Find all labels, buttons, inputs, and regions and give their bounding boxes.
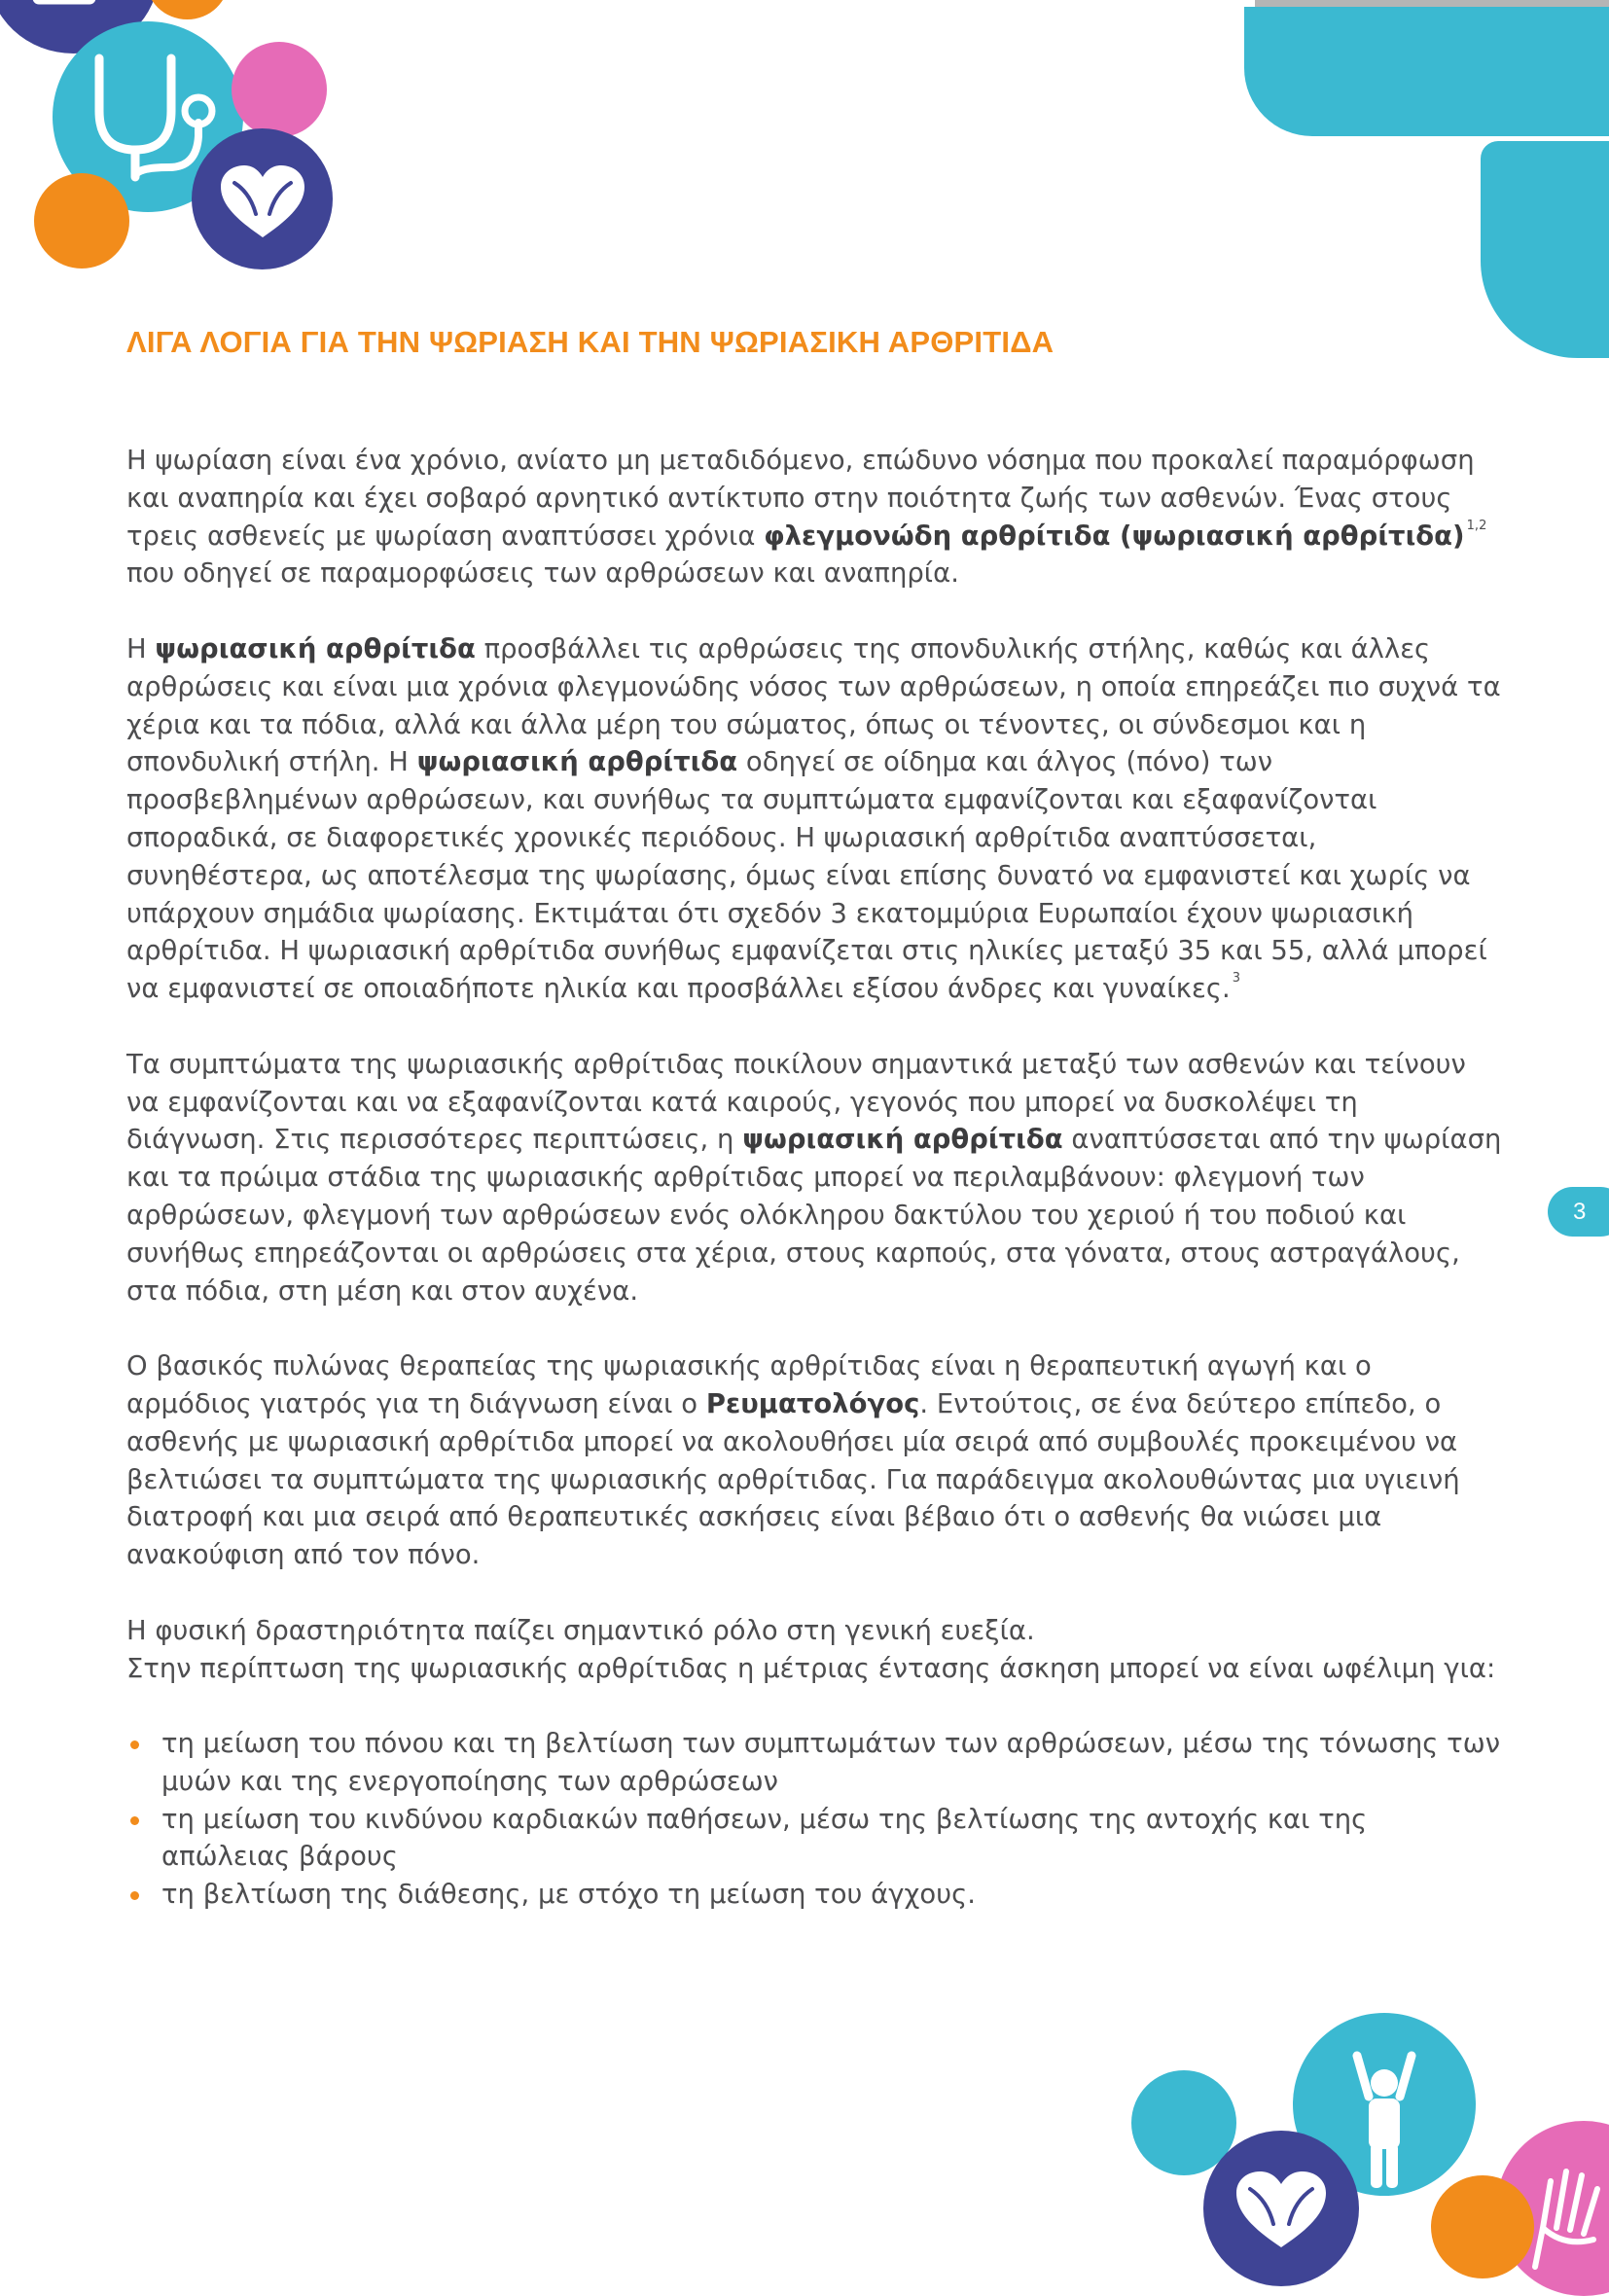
deco-circle-orange-bottom: [1431, 2175, 1534, 2278]
list-item: τη μείωση του κινδύνου καρδιακών παθήσεων, μέσω της βελτίωσης της αντοχής και της απώλειας βάρους: [126, 1802, 1503, 1878]
paragraph-3-text-c: αναπτύσσεται από την ψωρίαση και τα πρώιμα στάδια της ψωριασικής αρθρίτιδας μπορεί να περιλαμβάνουν: φλεγμονή των αρθρώσεων, φλεγμονή των αρθρώσεων ενός ολόκληρου δακτύλου του χεριού ή του ποδιού και συνήθως επηρεάζονται οι αρθρώσεις στα χέρια, στους καρπούς, στα γόνατα, στους αστραγάλους, στα πόδια, στη μέση και στον αυχένα.: [126, 1125, 1502, 1307]
paragraph-4-text-c: . Εντούτοις, σε ένα δεύτερο επίπεδο, ο ασθενής με ψωριασική αρθρίτιδα μπορεί να ακολουθήσει μία σειρά από συμβουλές προκειμένου να βελτιώσει τα συμπτώματα της ψωριασικής αρθρίτιδας. Για παράδειγμα ακολουθώντας μια υγιεινή διατροφή και μια σειρά από θεραπευτικές ασκήσεις είναι βέβαιο ότι ο ασθενής θα νιώσει μια ανακούφιση από τον πόνο.: [126, 1388, 1460, 1571]
page-number-tab: [1548, 1187, 1609, 1237]
paragraph-2-bold-1: ψωριασική αρθρίτιδα: [155, 633, 476, 664]
paragraph-3: [126, 1047, 1503, 1311]
paragraph-4: [126, 1348, 1503, 1575]
paragraph-2-reference: 3: [1232, 971, 1241, 987]
paragraph-3-bold: ψωριασική αρθρίτιδα: [742, 1125, 1063, 1156]
paragraph-3-text-a: Τα συμπτώματα της ψωριασικής αρθρίτιδας ποικίλουν σημαντικά μεταξύ των ασθενών και τείνουν να εμφανίζονται και να εξαφανίζονται κατά καιρούς, γεγονός που μπορεί να δυσκολέψει τη διάγνωση. Στις περισσότερες περιπτώσεις, η: [126, 1049, 1466, 1156]
deco-circle-orange-left: [34, 173, 129, 269]
deco-teal-band: [1244, 7, 1609, 136]
deco-circle-navy-bottom: [1203, 2131, 1359, 2286]
paragraph-2-bold-2: ψωριασική αρθρίτιδα: [416, 747, 738, 778]
deco-grey-line: [1255, 0, 1609, 7]
benefits-list: [126, 1726, 1503, 1915]
paragraph-4-bold: Ρευματολόγος: [705, 1388, 920, 1419]
paragraph-1-text-a: Η ψωρίαση είναι ένα χρόνιο, ανίατο μη μεταδιδόμενο, επώδυνο νόσημα που προκαλεί παραμόρφωση και αναπηρία και έχει σοβαρό αρνητικό αντίκτυπο στην ποιότητα ζωής των ασθενών. Ένας στους τρεις ασθενείς με ψωρίαση αναπτύσσει χρόνια: [126, 446, 1475, 552]
paragraph-1-text-c: που οδηγεί σε παραμορφώσεις των αρθρώσεων και αναπηρία.: [126, 558, 959, 590]
paragraph-2: [126, 631, 1503, 1009]
paragraph-5: [126, 1613, 1503, 1689]
deco-circle-orange-top: [146, 0, 229, 19]
list-item: τη μείωση του πόνου και τη βελτίωση των συμπτωμάτων των αρθρώσεων, μέσω της τόνωσης των μυών και της ενεργοποίησης των αρθρώσεων: [126, 1726, 1503, 1802]
paragraph-4-text-a: Ο βασικός πυλώνας θεραπείας της ψωριασικής αρθρίτιδας είναι η θεραπευτική αγωγή και ο αρμόδιος γιατρός για τη διάγνωση είναι ο: [126, 1351, 1372, 1419]
heart-hands-icon: [1203, 2131, 1359, 2286]
page-title: ΛΙΓΑ ΛΟΓΙΑ ΓΙΑ ΤΗΝ ΨΩΡΙΑΣΗ ΚΑΙ ΤΗΝ ΨΩΡΙΑΣΙΚΗ ΑΡΘΡΙΤΙΔΑ: [126, 325, 1055, 359]
deco-teal-block: [1481, 141, 1609, 358]
paragraph-1: [126, 443, 1503, 593]
paragraph-2-text-c: προσβάλλει τις αρθρώσεις της σπονδυλικής στήλης, καθώς και άλλες αρθρώσεις και είναι μια χρόνια φλεγμονώδης νόσος των αρθρώσεων, η οποία επηρεάζει πιο συχνά τα χέρια και τα πόδια, αλλά και άλλα μέρη του σώματος, όπως οι τένοντες, οι σύνδεσμοι και η σπονδυλική στήλη. Η: [126, 633, 1501, 778]
deco-circle-pink-top: [232, 42, 327, 137]
paragraph-5-line-1: Η φυσική δραστηριότητα παίζει σημαντικό ρόλο στη γενική ευεξία.: [126, 1615, 1035, 1646]
paragraph-2-text-e: οδηγεί σε οίδημα και άλγος (πόνο) των προσβεβλημένων αρθρώσεων, και συνήθως τα συμπτώματα εμφανίζονται και εξαφανίζονται σποραδικά, σε διαφορετικές χρονικές περιόδους. Η ψωριασική αρθρίτιδα αναπτύσσεται, συνηθέστερα, ως αποτέλεσμα της ψωρίασης, όμως είναι επίσης δυνατό να εμφανιστεί και χωρίς να υπάρχουν σημάδια ψωρίασης. Εκτιμάται ότι σχεδόν 3 εκατομμύρια Ευρωπαίοι έχουν ψωριασική αρθρίτιδα. Η ψωριασική αρθρίτιδα συνήθως εμφανίζεται στις ηλικίες μεταξύ 35 και 55, αλλά μπορεί να εμφανιστεί σε οποιαδήποτε ηλικία και προσβάλλει εξίσου άνδρες και γυναίκες.: [126, 747, 1487, 1005]
article-body: [126, 443, 1503, 1915]
paragraph-5-line-2: Στην περίπτωση της ψωριασικής αρθρίτιδας η μέτριας έντασης άσκηση μπορεί να είναι ωφέλιμη για:: [126, 1653, 1496, 1684]
deco-circle-navy-heart: [192, 128, 333, 269]
page-number: 3: [1573, 1199, 1587, 1225]
list-item: τη βελτίωση της διάθεσης, με στόχο τη μείωση του άγχους.: [126, 1877, 1503, 1915]
paragraph-1-bold: φλεγμονώδη αρθρίτιδα (ψωριασική αρθρίτιδα): [764, 520, 1465, 552]
paragraph-2-text-a: Η: [126, 633, 156, 664]
heart-hands-icon: [192, 128, 333, 269]
paragraph-1-reference: 1,2: [1466, 518, 1487, 533]
